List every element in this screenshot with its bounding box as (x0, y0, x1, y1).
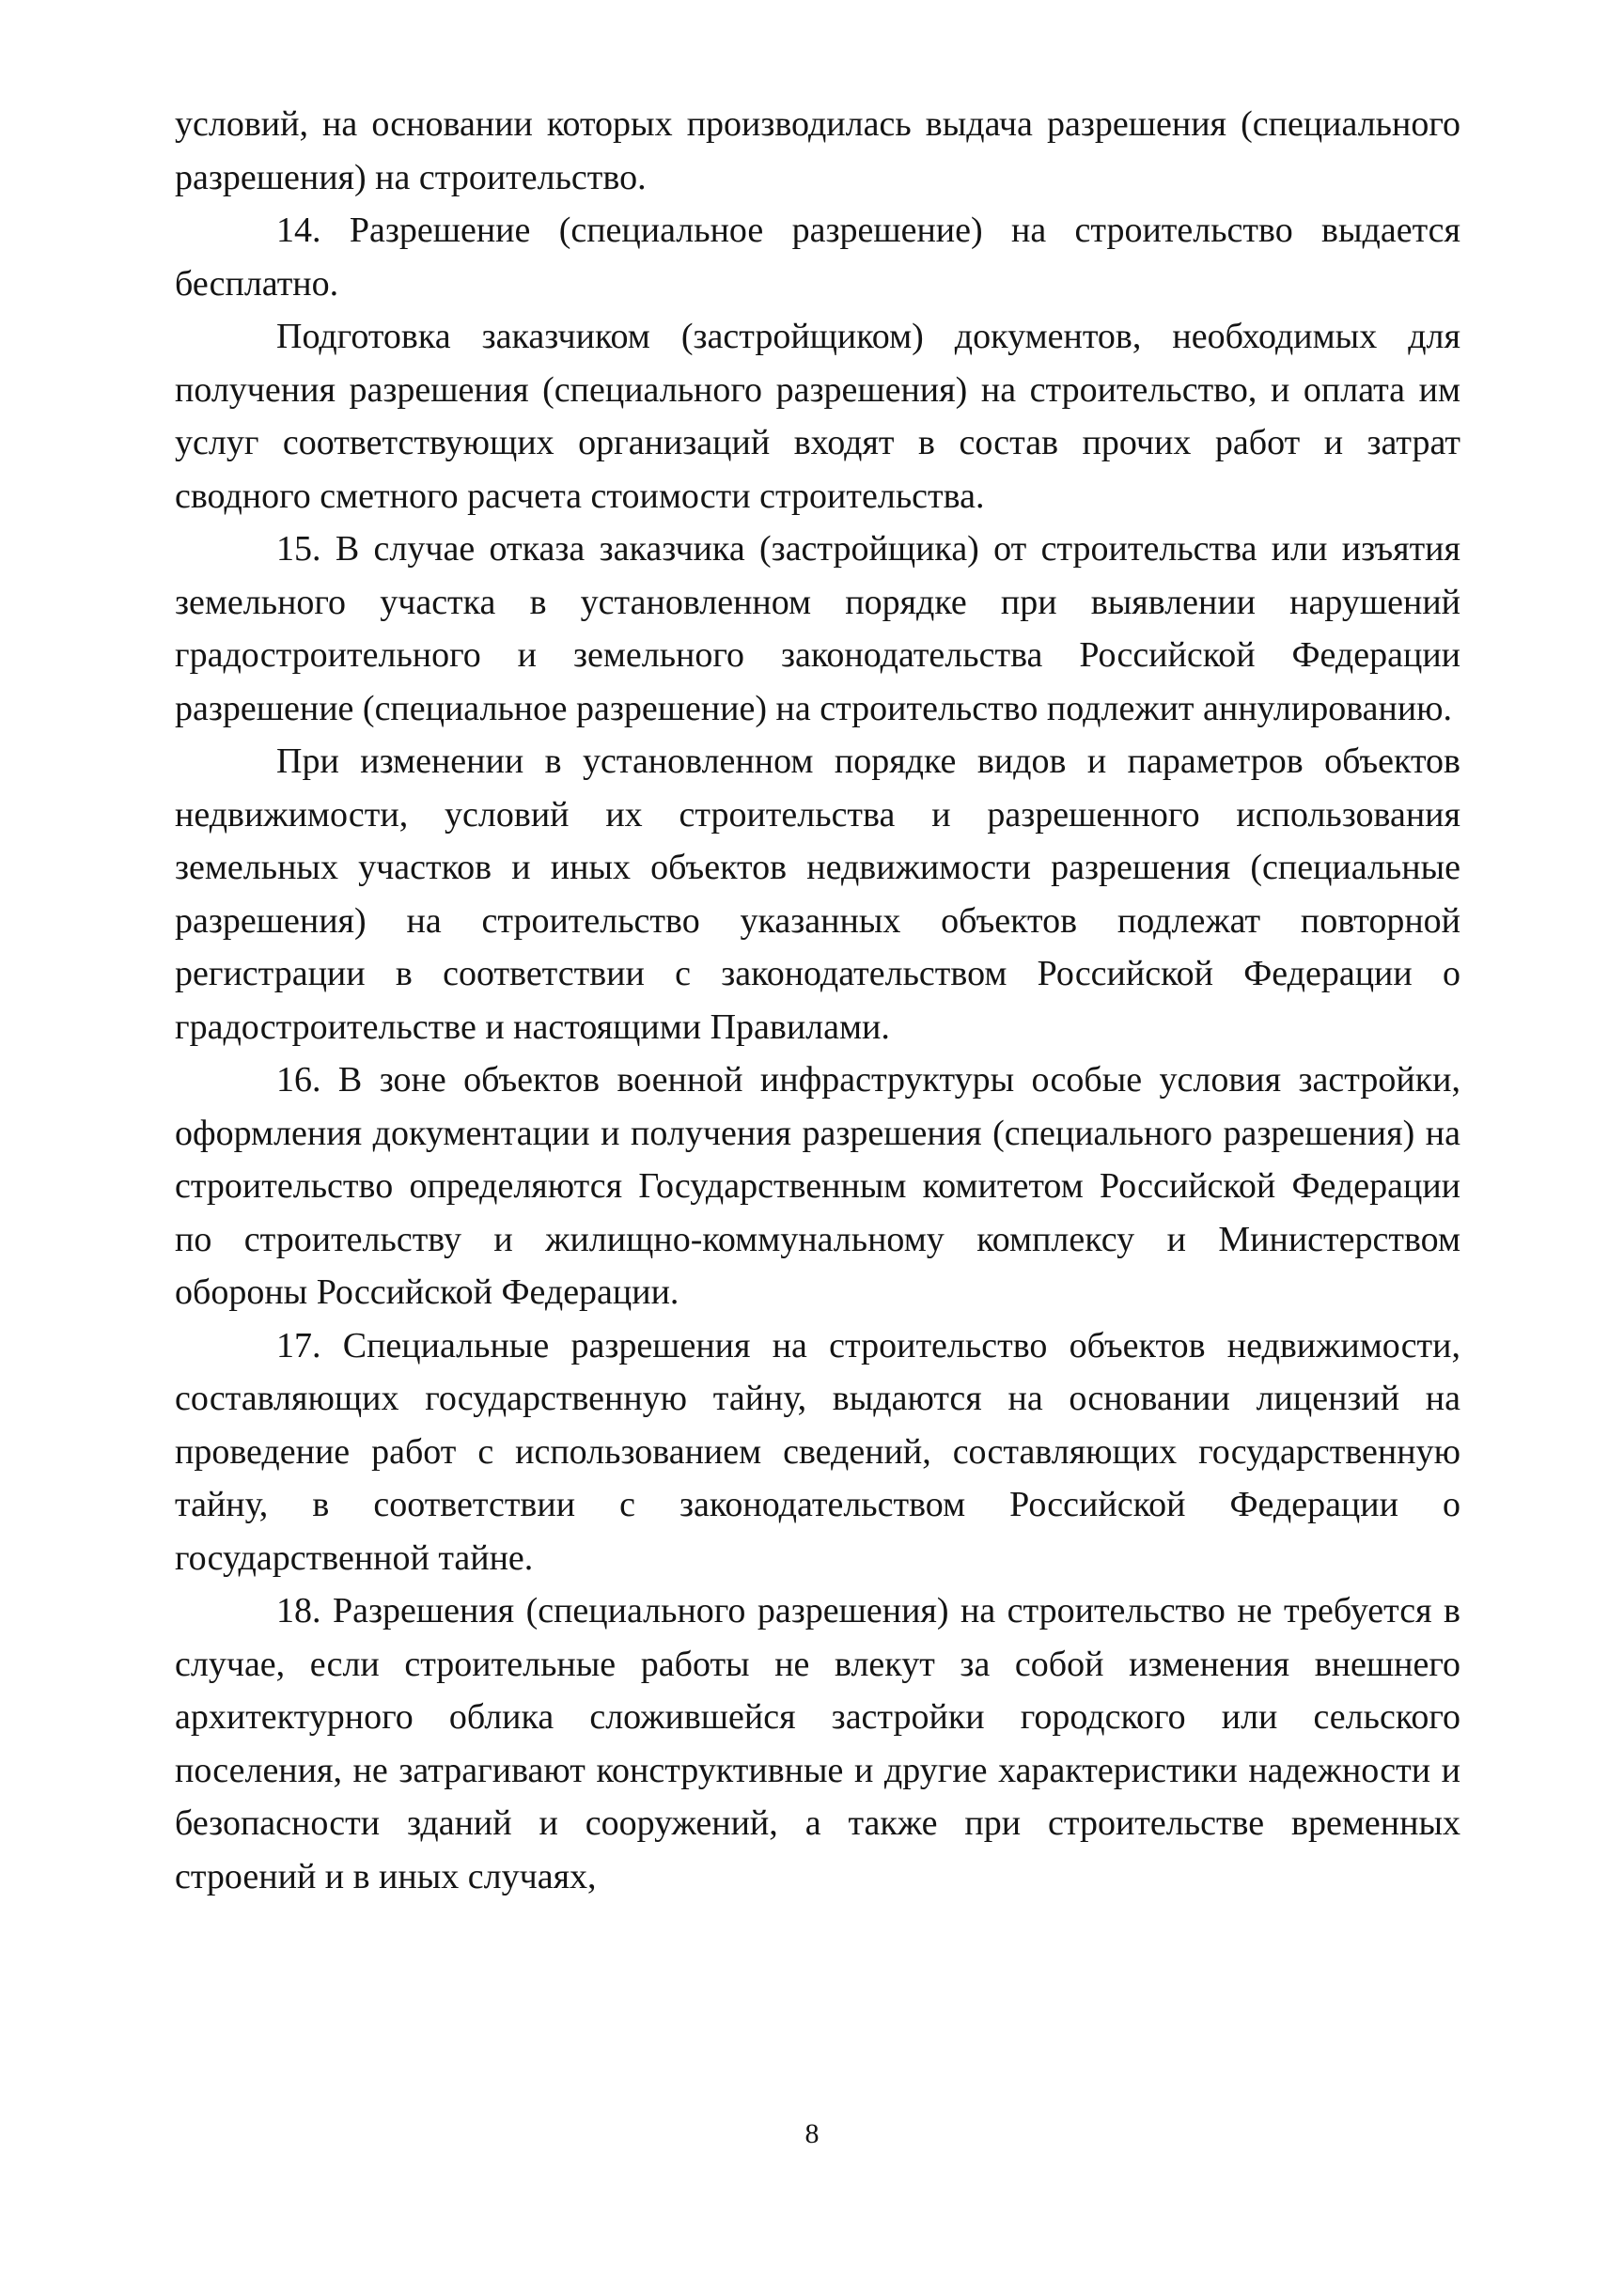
paragraph-16: 16. В зоне объектов военной инфраструктуры особые условия застройки, оформления документации и получения разрешения (специального разрешения) на строительство определяются Государственным комитетом Российской Федерации по строительству и жилищно-коммунальному комплексу и Министерством обороны Российской Федерации. (175, 1060, 1460, 1312)
paragraph-continuation: условий, на основании которых производилась выдача разрешения (специального разрешения) на строительство. (175, 104, 1460, 197)
page-number: 8 (804, 2118, 820, 2149)
body-text (175, 98, 1460, 1903)
paragraph-14: 14. Разрешение (специальное разрешение) на строительство выдается бесплатно. (175, 211, 1460, 304)
paragraph-18: 18. Разрешения (специального разрешения) на строительство не требуется в случае, если строительные работы не влекут за собой изменения внешнего архитектурного облика сложившейся застройки городского или сельского поселения, не затрагивают конструктивные и другие характеристики надежности и безопасности зданий и сооружений, а также при строительстве временных строений и в иных случаях, (175, 1591, 1460, 1896)
paragraph-15: 15. В случае отказа заказчика (застройщика) от строительства или изъятия земельного участка в установленном порядке при выявлении нарушений градостроительного и земельного законодательства Российской Федерации разрешение (специальное разрешение) на строительство подлежит аннулированию. (175, 529, 1460, 728)
paragraph-15-changes: При изменении в установленном порядке видов и параметров объектов недвижимости, условий их строительства и разрешенного использования земельных участков и иных объектов недвижимости разрешения (специальные разрешения) на строительство указанных объектов подлежат повторной регистрации в соответствии с законодательством Российской Федерации о градостроительстве и настоящими Правилами. (175, 741, 1460, 1047)
paragraph-17: 17. Специальные разрешения на строительство объектов недвижимости, составляющих государственную тайну, выдаются на основании лицензий на проведение работ с использованием сведений, составляющих государственную тайну, в соответствии с законодательством Российской Федерации о государственной тайне. (175, 1325, 1460, 1578)
paragraph-14-preparation: Подготовка заказчиком (застройщиком) документов, необходимых для получения разрешения (специального разрешения) на строительство, и оплата им услуг соответствующих организаций входят в состав прочих работ и затрат сводного сметного расчета стоимости строительства. (175, 317, 1460, 516)
